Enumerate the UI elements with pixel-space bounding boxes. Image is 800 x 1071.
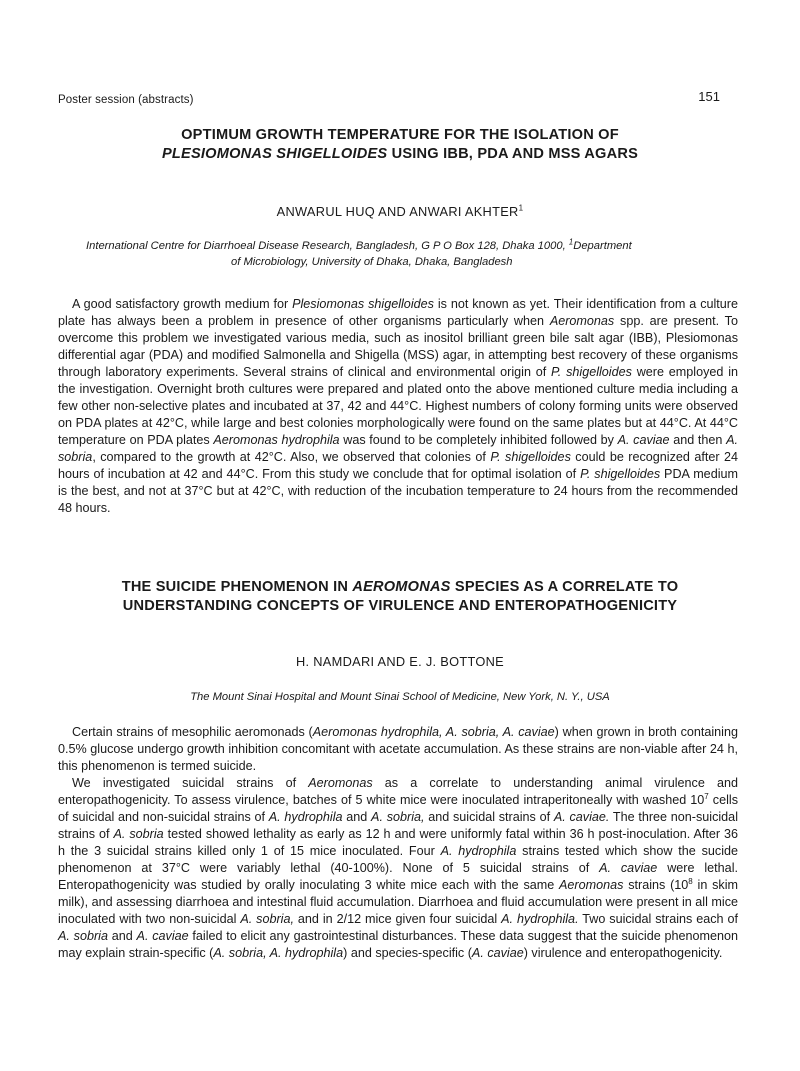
species-name: A. sobria xyxy=(58,929,108,943)
species-name: A. hydrophila xyxy=(268,810,343,824)
text-run: ) virulence and enteropathogenicity. xyxy=(523,946,723,960)
species-name: Aeromonas xyxy=(549,314,615,328)
article2-abstract xyxy=(58,724,738,962)
species-name: Plesiomonas shigelloides xyxy=(292,297,434,311)
text-run: were employed in the investigation. Overnight broth cultures were prepared and plated onto the above mentioned culture media including a few other non-selective plates and incubated at 37, 42 and 44°C. Highest numbers of colony forming units were observed on PDA plates at 42°C, while large and best colonies morphologically were found on the same plates but at 44°C. At 44°C temperature on PDA plates xyxy=(58,365,739,447)
species-name: Aeromonas hydrophila xyxy=(213,433,340,447)
text-run: and in 2/12 mice given four suicidal xyxy=(293,912,502,926)
text-run: spp. are present. To overcome this problem we investigated various media, such as inositol brilliant green bile salt agar (IBB), Plesiomonas differential agar (PDA) and modified Salmonella and Shigella (MSS) agar, in attempting best recovery of these organisms through laboratory experiments. Several strains of clinical and environmental origin of xyxy=(58,314,738,379)
species-name: P. shigelloides xyxy=(490,450,571,464)
article2-affiliation: The Mount Sinai Hospital and Mount Sinai School of Medicine, New York, N. Y., USA xyxy=(190,691,610,703)
article2-title xyxy=(60,578,740,616)
species-name: P. shigelloides xyxy=(551,365,632,379)
exponent: 7 xyxy=(704,791,709,801)
exponent: 8 xyxy=(688,876,693,886)
text-run: and suicidal strains of xyxy=(424,810,554,824)
article1-authors xyxy=(60,204,740,219)
species-name: A. hydrophila. xyxy=(501,912,579,926)
text-run: Two suicidal strains each of xyxy=(578,912,738,926)
running-head: Poster session (abstracts) xyxy=(58,94,194,106)
text-run: were lethal. Enteropathogenicity was studied by orally inoculating 3 white mice each with the same xyxy=(58,861,738,892)
species-name: A. caviae xyxy=(617,433,670,447)
text-run: Certain strains of mesophilic aeromonads ( xyxy=(72,725,313,739)
page-number: 151 xyxy=(698,89,720,104)
title-run: THE SUICIDE PHENOMENON IN xyxy=(121,579,353,595)
species-name: A. sobria, xyxy=(240,912,294,926)
text-run: is not known as yet. Their identification from a culture plate has always been a problem in presence of other organisms particularly when xyxy=(58,297,738,328)
text-run: in skim milk), and assessing diarrhoea and intestinal fluid accumulation. Diarrhoea and fluid accumulation were present in all mice inoculated with two non-suicidal xyxy=(58,878,738,926)
species-name: A. sobria xyxy=(58,433,738,464)
species-name: A. sobria, A. hydrophila xyxy=(213,946,344,960)
article2-paragraph-1 xyxy=(58,724,738,775)
text-run: was found to be completely inhibited followed by xyxy=(339,433,618,447)
article1-affil-line1 xyxy=(86,238,726,254)
text-run: failed to elicit any gastrointestinal disturbances. These data suggest that the suicide phenomenon may explain strain-specific ( xyxy=(58,929,739,960)
text-run: and xyxy=(342,810,372,824)
text-run: strains tested which show the sucide phenomenon at 37°C were variably lethal (40-100%). None of 5 suicidal strains of xyxy=(58,844,739,875)
article1-title xyxy=(60,126,740,164)
article1-title-rest: USING IBB, PDA AND MSS AGARS xyxy=(387,146,639,162)
text-run: and xyxy=(107,929,137,943)
species-name: A. caviae xyxy=(136,929,189,943)
species-name: Aeromonas hydrophila, A. sobria, A. caviae xyxy=(312,725,555,739)
text-run: as a correlate to understanding animal virulence and enteropathogenicity. To assess virulence, batches of 5 white mice were inoculated intraperitoneally with washed 10 xyxy=(58,776,738,807)
article1-affil-line1-a: International Centre for Diarrhoeal Disease Research, Bangladesh, G P O Box 128, Dhaka 1000, xyxy=(86,240,569,252)
text-run: ) when grown in broth containing 0.5% glucose undergo growth inhibition concomitant with acetate accumulation. As these strains are non-viable after 24 h, this phenomenon is termed suicide. xyxy=(58,725,738,773)
article1-affil-line1-b: Department xyxy=(573,240,632,252)
article1-author-sup: 1 xyxy=(518,203,524,213)
article1-affiliation xyxy=(86,238,726,270)
article1-author-names: ANWARUL HUQ AND ANWARI AKHTER xyxy=(276,204,519,219)
species-name: A. caviae xyxy=(471,946,524,960)
text-run: cells of suicidal and non-suicidal strains of xyxy=(58,793,738,824)
species-name: A. caviae. xyxy=(553,810,610,824)
article1-abstract xyxy=(58,296,738,517)
species-name: P. shigelloides xyxy=(580,467,661,481)
text-run: The three non-suicidal strains of xyxy=(58,810,738,841)
text-run: , compared to the growth at 42°C. Also, we observed that colonies of xyxy=(92,450,491,464)
article2-paragraph-2 xyxy=(58,775,738,962)
article1-title-organism: PLESIOMONAS SHIGELLOIDES xyxy=(161,146,388,162)
article2-authors: H. NAMDARI AND E. J. BOTTONE xyxy=(296,654,504,669)
text-run: tested showed lethality as early as 12 h and were uniformly fatal within 36 h post-inoculation. After 36 h the 3 suicidal strains killed only 1 of 15 mice inoculated. Four xyxy=(58,827,739,858)
text-run: ) and species-specific ( xyxy=(343,946,472,960)
species-name: A. caviae xyxy=(599,861,658,875)
text-run: We investigated suicidal strains of xyxy=(72,776,309,790)
text-run: PDA medium is the best, and not at 37°C but at 42°C, with reduction of the incubation temperature to 24 hours from the recommended 48 hours. xyxy=(58,467,738,515)
article2-title-line2: UNDERSTANDING CONCEPTS OF VIRULENCE AND ENTEROPATHOGENICITY xyxy=(122,598,678,614)
species-name: A. sobria, xyxy=(371,810,425,824)
article1-title-line1: OPTIMUM GROWTH TEMPERATURE FOR THE ISOLATION OF xyxy=(181,127,619,143)
article1-paragraph xyxy=(58,296,738,517)
article2-title-genus: AEROMONAS xyxy=(352,579,451,595)
text-run: could be recognized after 24 hours of incubation at 42 and 44°C. From this study we conclude that for optimal isolation of xyxy=(58,450,738,481)
text-run: A good satisfactory growth medium for xyxy=(72,297,293,311)
article1-affil-line2: of Microbiology, University of Dhaka, Dhaka, Bangladesh xyxy=(231,256,513,268)
species-name: Aeromonas xyxy=(308,776,373,790)
text-run: and then xyxy=(669,433,727,447)
species-name: A. hydrophila xyxy=(440,844,517,858)
text-run: strains (10 xyxy=(623,878,689,892)
species-name: A. sobria xyxy=(113,827,164,841)
article2-title-line1 xyxy=(60,578,740,597)
article1-affil-sup: 1 xyxy=(568,237,574,247)
species-name: Aeromonas xyxy=(559,878,624,892)
title-run: SPECIES AS A CORRELATE TO xyxy=(450,579,679,595)
article1-title-line2 xyxy=(60,145,740,164)
